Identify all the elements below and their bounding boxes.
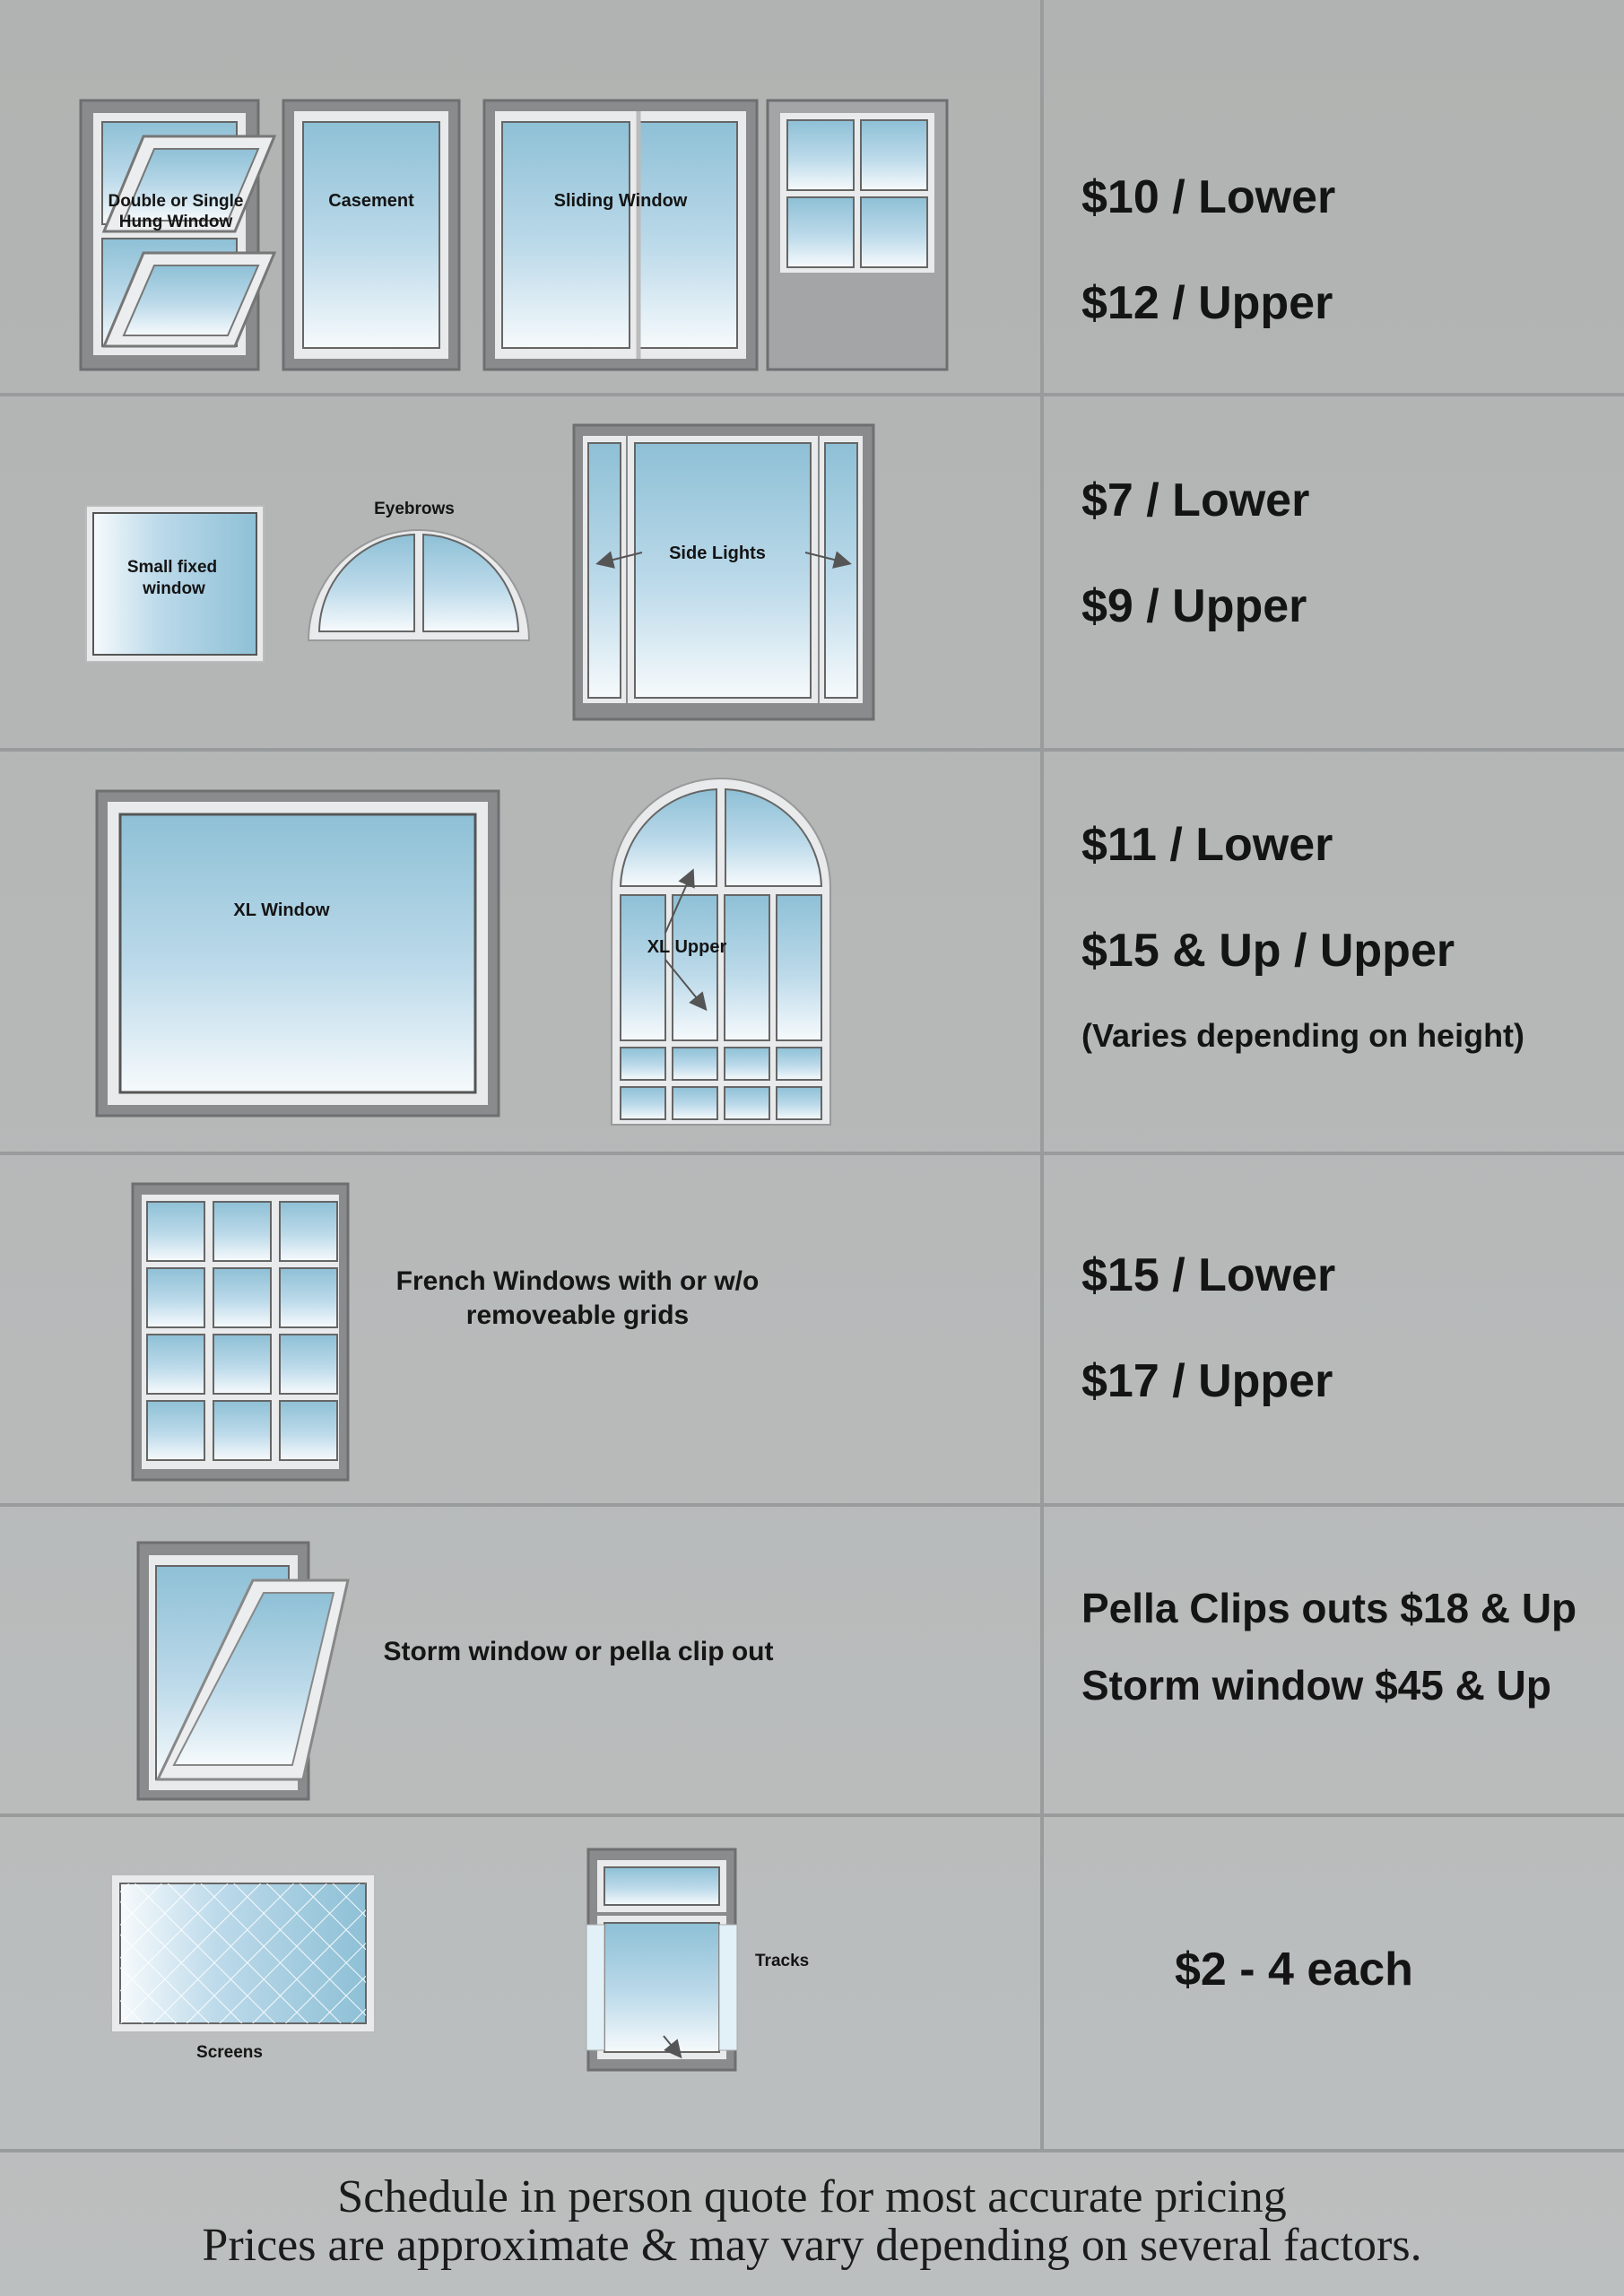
french-caption-line-2: removeable grids (465, 1300, 690, 1330)
casement-label: Casement (328, 191, 414, 211)
price-row6-each: $2 - 4 each (1175, 1944, 1413, 1996)
price-row3-note: (Varies depending on height) (1081, 1017, 1525, 1054)
price-row1-lower: $10 / Lower (1081, 171, 1336, 223)
footer-line-1: Schedule in person quote for most accurate pricing (337, 2171, 1287, 2222)
tracks-label: Tracks (755, 1952, 810, 1970)
french-window-pane (147, 1335, 204, 1394)
price-row4-lower: $15 / Lower (1081, 1249, 1336, 1301)
xl-window-label: XL Window (233, 900, 330, 920)
price-row5-pella: Pella Clips outs $18 & Up (1081, 1585, 1577, 1631)
double-hung-label-1: Double or Single (108, 192, 244, 211)
casement-window-icon (283, 100, 459, 370)
french-window-pane (147, 1268, 204, 1327)
french-window-pane (147, 1401, 204, 1460)
side-lights-window-icon (574, 425, 873, 719)
french-window-pane (213, 1335, 271, 1394)
price-row2-upper: $9 / Upper (1081, 580, 1307, 632)
french-caption-line-1: French Windows with or w/o (395, 1266, 760, 1296)
french-window-pane (213, 1268, 271, 1327)
sliding-window-icon (484, 100, 757, 370)
french-window-pane (280, 1268, 337, 1327)
price-row5-storm: Storm window $45 & Up (1081, 1662, 1551, 1709)
storm-window-icon (138, 1543, 348, 1799)
small-fixed-label-2: window (143, 579, 205, 598)
xl-window-icon (97, 791, 499, 1116)
screen-icon (111, 1874, 375, 2062)
small-fixed-window-icon (86, 506, 264, 662)
french-window-pane (280, 1335, 337, 1394)
side-lights-label: Side Lights (669, 544, 766, 563)
french-window-pane (213, 1202, 271, 1261)
four-pane-window-icon (768, 100, 947, 370)
eyebrow-window-icon (308, 500, 529, 640)
sliding-label: Sliding Window (553, 191, 688, 211)
price-row1-upper: $12 / Upper (1081, 277, 1333, 329)
xl-upper-window-icon (612, 778, 830, 1125)
french-window-pane (213, 1401, 271, 1460)
price-row3-lower: $11 / Lower (1081, 819, 1333, 871)
price-row3-upper: $15 & Up / Upper (1081, 925, 1455, 977)
price-row4-upper: $17 / Upper (1081, 1355, 1333, 1407)
eyebrows-label: Eyebrows (374, 500, 455, 518)
small-fixed-label-1: Small fixed (126, 558, 218, 577)
french-window-pane (280, 1401, 337, 1460)
screens-label: Screens (196, 2043, 263, 2062)
double-hung-window-icon (81, 100, 274, 370)
storm-window-caption: Storm window or pella clip out (383, 1637, 774, 1666)
french-window-pane (280, 1202, 337, 1261)
tracks-window-icon (586, 1849, 809, 2070)
price-row2-lower: $7 / Lower (1081, 474, 1310, 526)
french-window-icon (133, 1184, 348, 1480)
french-window-pane (147, 1202, 204, 1261)
french-window-caption (341, 1265, 814, 1333)
xl-upper-label: XL Upper (647, 937, 727, 957)
footer-line-2: Prices are approximate & may vary depending on several factors. (202, 2220, 1422, 2271)
double-hung-label-2: Hung Window (118, 213, 233, 231)
